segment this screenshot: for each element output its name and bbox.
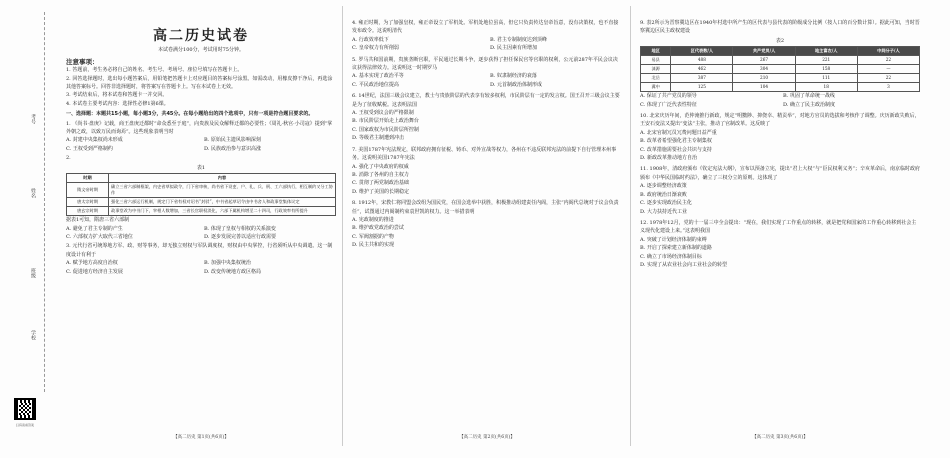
- option-c[interactable]: C. 平民政治地位提高: [352, 81, 399, 88]
- table-cell: 387: [671, 74, 733, 83]
- question-stem: 12. 1978年12月，党的十一届三中全会提出：“现在，我们实现了工作重点的转移，就是把党和国家的工作重心转移到社会主义现代化建设上来。”这表明我国: [640, 219, 917, 235]
- table-row: [67, 198, 336, 207]
- notes-title: 注意事项：: [66, 57, 99, 66]
- table-cell: 158: [795, 65, 857, 74]
- option-c[interactable]: C. 国家政权为市民阶层所控制: [352, 126, 419, 133]
- option-c[interactable]: C. 贯彻了两党制政治基础: [352, 180, 409, 187]
- option-a[interactable]: A. 突破了计划经济体制的束缚: [640, 236, 707, 243]
- question-11: [640, 165, 920, 215]
- table-cell: —: [857, 65, 919, 74]
- table-cell: 唐玄宗时期: [67, 207, 109, 216]
- table-cell: 462: [671, 65, 733, 74]
- question-12: [640, 219, 920, 269]
- option-d[interactable]: D. 民主因素有所增加: [490, 45, 538, 52]
- question-1: [66, 120, 336, 154]
- table-cell: 304: [733, 65, 795, 74]
- table-row: [641, 65, 920, 74]
- option-a[interactable]: A. 北宋官制冗员冗费问题日益严重: [640, 129, 717, 136]
- question-4: [352, 19, 622, 53]
- qr-code-icon: [14, 398, 36, 420]
- option-d[interactable]: D. 新政改革推动地方自治: [640, 155, 698, 162]
- question-8: [352, 199, 622, 249]
- table-header: 共产党员/人: [733, 47, 795, 56]
- question-stem: 4. 雍正时期，为了加强皇权，雍正帝设立了军机处。军机处地位虽高，但它只负责传达皇帝旨意，没有决策权，也不直接发布政令。这说明清代: [352, 20, 619, 35]
- table-cell: 确立三省六部制框架，内史省草拟政令，门下省审核，尚书省下设吏、户、礼、兵、刑、工六部执行，相互制约又分工协作: [109, 183, 336, 198]
- table-row: [67, 183, 336, 198]
- option-b[interactable]: B. 奴隶制经济的衰落: [490, 73, 537, 80]
- question-stem: 2.: [66, 155, 71, 162]
- question-6: [352, 92, 622, 142]
- table-cell: 111: [795, 74, 857, 83]
- option-c[interactable]: C. 皇帝权力有所削弱: [352, 45, 399, 52]
- margin-label-class: 班级: [30, 268, 36, 278]
- question-stem: 6. 14世纪，法国三级会议建立，教士与贵族阶层的代表享有较多权利，市民阶层有一定的发言权。国王召开三级会议主要是为了征收赋税。这表明法国: [352, 93, 620, 108]
- page-column-3: [640, 18, 920, 269]
- table-cell: 488: [671, 56, 733, 65]
- option-b[interactable]: B. 巩固了革命统一战线: [783, 93, 835, 100]
- option-b[interactable]: B. 政府统治日渐衰败: [640, 191, 687, 198]
- table-cell: 涞源: [641, 65, 671, 74]
- table-row: [67, 207, 336, 216]
- note-item: 1. 答题前，考生务必将自己的姓名、考生号、考场号、座位号填写在答题卡上。: [66, 67, 243, 74]
- question-2: [66, 154, 336, 241]
- option-b[interactable]: B. 维护政党政治的尝试: [352, 225, 404, 232]
- table-header: 中间分子/人: [857, 47, 919, 56]
- table-cell: 210: [733, 74, 795, 83]
- option-c[interactable]: C. 军阀割据的产物: [352, 233, 394, 240]
- table-cell: 221: [795, 56, 857, 65]
- column-divider: [342, 6, 343, 446]
- page-footer: 【高二历史 第3页(共6页)】: [752, 435, 808, 440]
- table-cell: 冀中: [641, 83, 671, 92]
- table-cell: 政事堂改为中书门下，宰相人数增加，三省长官职权淡化，六部下属机构增至二十四司，行政效率有所提升: [109, 207, 336, 216]
- option-b[interactable]: B. 市民阶层开始走上政治舞台: [352, 118, 419, 125]
- exam-info: 本试卷满分100分，考试用时75分钟。: [158, 47, 244, 54]
- option-d[interactable]: D. 元首制政治体制形成: [490, 81, 543, 88]
- option-a[interactable]: A. 保证了共产党员的领导: [640, 93, 697, 100]
- option-c[interactable]: C. 改革措施需要社会共识与支持: [640, 146, 712, 153]
- option-d[interactable]: D. 等级君主制遭到冲击: [352, 135, 405, 142]
- page-title: 高二历史试卷: [153, 28, 249, 44]
- option-b[interactable]: B. 开启了探索建立新体制的道路: [640, 245, 712, 252]
- table-2: [640, 46, 920, 92]
- note-item: 2. 回答选择题时，选出每小题答案后，用铅笔把答题卡上对应题目的答案标号涂黑。如需改动，用橡皮擦干净后，再选涂其他答案标号。回答非选择题时，将答案写在答题卡上。写在本试卷上无效。: [66, 75, 333, 91]
- option-a[interactable]: A. 逐步调整经济政策: [640, 183, 687, 190]
- question-stem: 8. 1912年，宋教仁将同盟会改组为国民党，在国会选举中获胜，积极推动组建责任内阁，主张“内阁代总统对于议会负责任”，试图通过内阁制约束袁世凯的权力。这一举措表明: [352, 200, 619, 215]
- option-b[interactable]: B. 原始民主遗风影响深刻: [204, 137, 261, 144]
- question-7: [352, 146, 622, 196]
- page-column-2: [352, 18, 622, 250]
- option-d[interactable]: D. 逐步发展完善以适应行政需要: [204, 233, 277, 240]
- option-a[interactable]: A. 封建中央集权尚未形成: [66, 137, 123, 144]
- option-b[interactable]: B. 君主专制制度达到顶峰: [490, 36, 547, 43]
- option-d[interactable]: D. 民主共和的实现: [352, 242, 395, 249]
- option-c[interactable]: C. 促进地方经济自主发展: [66, 268, 123, 275]
- table-row: [641, 56, 920, 65]
- option-c[interactable]: C. 确立了市场经济体制目标: [640, 253, 702, 260]
- option-c[interactable]: C. 逐步实现政治民主化: [640, 200, 692, 207]
- table-cell: 北岳: [641, 74, 671, 83]
- table-row: [641, 83, 920, 92]
- page-column-1: [66, 18, 336, 276]
- table-caption: 表2: [775, 37, 785, 44]
- table-cell: 易县: [641, 56, 671, 65]
- option-d[interactable]: D. 实现了从农业社会向工业社会的转型: [640, 261, 728, 268]
- question-prompt: 据表1可知，隋唐三省六部制: [66, 217, 130, 224]
- option-b[interactable]: B. 加强中央集权统治: [204, 260, 251, 267]
- margin-label-name: 姓名: [30, 188, 36, 198]
- question-5: [352, 56, 622, 90]
- page-footer: 【高二历史 第2页(共6页)】: [459, 435, 515, 440]
- qr-caption: 扫码查看答案: [15, 423, 34, 427]
- option-d[interactable]: D. 大力扶持近代工业: [640, 208, 688, 215]
- option-b[interactable]: B. 消除了各州的自主权力: [352, 171, 409, 178]
- page-footer: 【高二历史 第1页(共6页)】: [173, 435, 229, 440]
- question-stem: 7. 美国1787年宪法规定，联邦政府拥有征税、铸币、对外宣战等权力，各州在不违反联邦宪法的前提下自行管理本州事务。这说明美国1787年宪法: [352, 146, 617, 162]
- option-d[interactable]: D. 确立了民主政治制度: [783, 101, 836, 108]
- question-10: [640, 112, 920, 162]
- option-a[interactable]: A. 宪政制度的推进: [352, 216, 394, 223]
- option-a[interactable]: A. 王权受到议会的严格限制: [352, 110, 414, 117]
- table-cell: 3: [857, 83, 919, 92]
- table-cell: 267: [733, 56, 795, 65]
- table-cell: 强化三省六部运行机制，规定门下省有权对诏书“封驳”，中书省起草诏令由中书舍人和政事堂集体议定: [109, 198, 336, 207]
- table-row: [641, 74, 920, 83]
- table-1: [66, 173, 336, 216]
- question-stem: 11. 1908年，清政府颁布《钦定宪法大纲》，宣布以预备立宪，提出“君上大权”与“臣民权利义务”；辛亥革命后，南京临时政府颁布《中华民国临时约法》，确立了三权分立的原则。这体现了: [640, 166, 920, 181]
- table-cell: 22: [857, 74, 919, 83]
- table-caption: 表1: [196, 164, 206, 171]
- binding-margin: [0, 0, 62, 458]
- option-d[interactable]: D. 民族政治参与意识高涨: [204, 145, 262, 152]
- note-item: 3. 考试结束后，将本试卷和答题卡一并交回。: [66, 92, 168, 99]
- table-cell: 22: [857, 56, 919, 65]
- question-stem: 9. 表2所示为晋察冀边区在1940年村选中所产生的区代表与县代表的阶级成分比例（按人口的百分数计算）。据此可知，当时晋察冀边区民主政权建设: [640, 20, 920, 35]
- option-c[interactable]: C. 王权受到严格制约: [66, 145, 113, 152]
- table-header: 内容: [109, 174, 336, 183]
- question-9: [640, 19, 920, 109]
- question-stem: 5. 罗马共和国前期，贵族垄断官职，平民通过长期斗争，逐步获得了担任保民官等官职的权利，公元前287年平民会议决议获得法律效力。这说明这一时期罗马: [352, 56, 618, 72]
- note-item: 4. 本试卷主要考试内容：选择性必修1第6课。: [66, 100, 169, 107]
- option-a[interactable]: A. 基本实现了政治平等: [352, 73, 404, 80]
- table-cell: 隋文帝时期: [67, 183, 109, 198]
- table-cell: 104: [733, 83, 795, 92]
- question-stem: 10. 北宋庆历年间，范仲淹推行新政，规定“明黜陟、抑侥幸、精贡举”，对地方官员的选拔和考核作了调整。庆历新政失败后，王安石变法又提出“变法”主张，推动了官制改革。这反映了: [640, 113, 920, 128]
- section-heading: 一、选择题：本题共15小题，每小题3分，共45分。在每小题给出的四个选项中，只有一项是符合题目要求的。: [66, 111, 314, 118]
- option-a[interactable]: A. 行政效率低下: [352, 36, 389, 43]
- option-c[interactable]: C. 体现了广泛代表性特征: [640, 101, 697, 108]
- table-header: 地主富农/人: [795, 47, 857, 56]
- table-header: 区代表数/人: [671, 47, 733, 56]
- option-a[interactable]: A. 避免了君主专制的产生: [66, 225, 123, 232]
- option-d[interactable]: D. 改变传统地方政区格局: [204, 268, 262, 275]
- option-b[interactable]: B. 体现了皇权与相权的关系演变: [204, 225, 276, 232]
- option-a[interactable]: A. 强化了中央政府的权威: [352, 163, 409, 170]
- margin-label-school: 学校: [30, 330, 36, 340]
- table-cell: 18: [795, 83, 857, 92]
- margin-label-exam-number: 考号: [30, 114, 36, 124]
- binding-line: [44, 12, 45, 392]
- question-stem: 3. 元代行省可统筹地方军、政、财等事务，却无独立财权与军队调度权，财权由中央掌控，行省须听从中央调遣。这一制度设计有利于: [66, 243, 333, 258]
- question-stem: 1. 《尚书·盘庚》记载，商王盘庚迁都时“命众悉至于庭”，向贵族及民众解释迁都的必要性；《周礼·秋官·小司寇》提到“掌外朝之政，以致万民而询焉”。这些现象表明当时: [66, 120, 333, 136]
- table-header: 时期: [67, 174, 109, 183]
- table-header: 地区: [641, 47, 671, 56]
- option-b[interactable]: B. 改革者希望强化君主专制集权: [640, 138, 712, 145]
- question-3: [66, 242, 336, 276]
- table-cell: 125: [671, 83, 733, 92]
- option-a[interactable]: A. 赋予地方高度自治权: [66, 260, 118, 267]
- table-cell: 唐太宗时期: [67, 198, 109, 207]
- option-d[interactable]: D. 维护了美国的长期稳定: [352, 188, 410, 195]
- column-divider: [630, 6, 631, 446]
- option-c[interactable]: C. 六部权力扩大取代三省地位: [66, 233, 133, 240]
